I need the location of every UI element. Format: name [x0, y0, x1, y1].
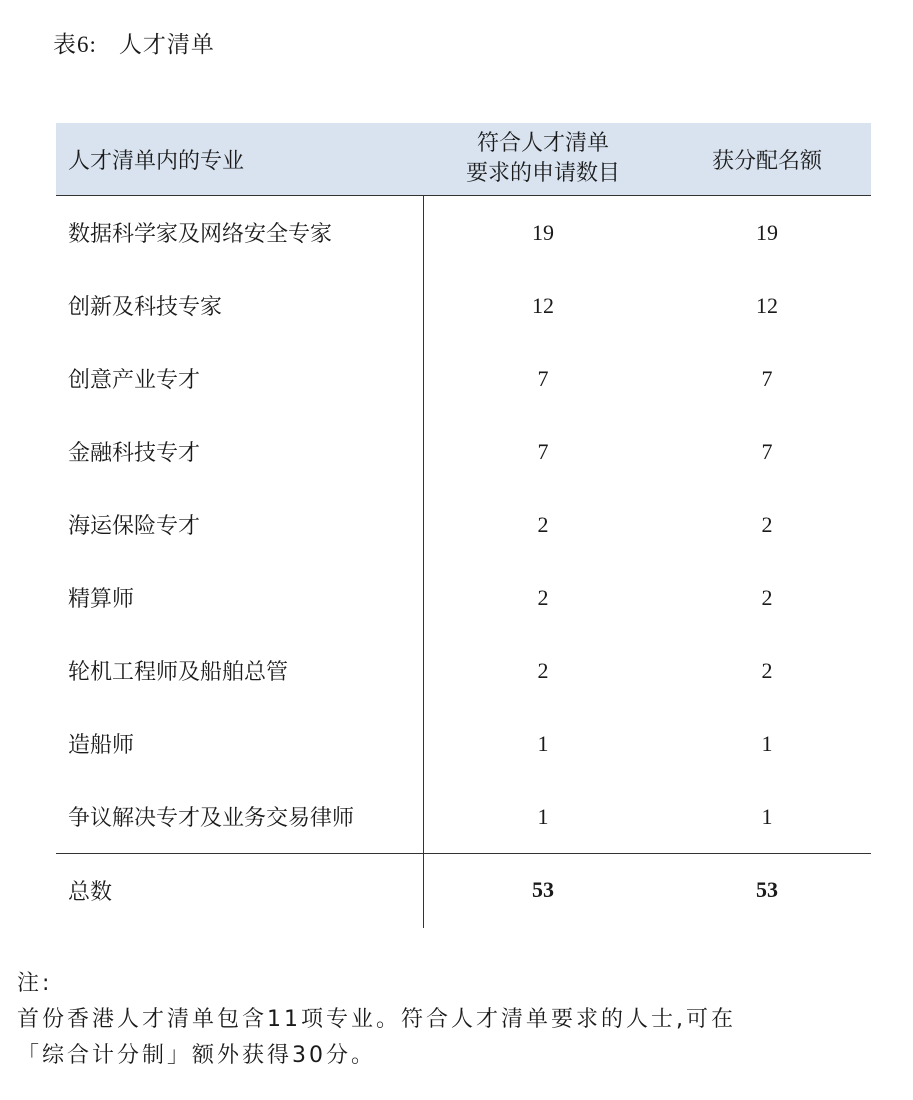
table-row — [56, 269, 871, 342]
table-row — [56, 707, 871, 780]
applications-cell: 1 — [537, 803, 549, 829]
quota-cell: 2 — [761, 584, 773, 610]
table-header — [56, 123, 871, 196]
quota-cell: 7 — [761, 365, 773, 391]
header-applications-line1: 符合人才清单 — [476, 131, 609, 156]
table-row — [56, 634, 871, 707]
profession-cell: 数据科学家及网络安全专家 — [68, 222, 333, 247]
quota-cell: 7 — [761, 438, 773, 464]
profession-cell: 轮机工程师及船舶总管 — [68, 660, 289, 685]
applications-cell: 7 — [537, 365, 549, 391]
quota-cell: 19 — [756, 219, 778, 245]
total-row — [56, 853, 871, 926]
table-row — [56, 780, 871, 853]
applications-cell: 2 — [537, 511, 549, 537]
profession-cell: 精算师 — [68, 587, 135, 612]
quota-cell: 1 — [761, 730, 773, 756]
footnote-heading: 注: — [17, 971, 53, 996]
applications-cell: 1 — [537, 730, 549, 756]
total-quota: 53 — [756, 877, 778, 902]
profession-cell: 海运保险专才 — [68, 514, 201, 539]
total-applications: 53 — [532, 877, 554, 902]
talent-list-table — [56, 123, 871, 926]
profession-cell: 金融科技专才 — [68, 441, 201, 466]
footnote — [17, 966, 897, 1074]
applications-cell: 7 — [537, 438, 549, 464]
footnote-line-1: 首份香港人才清单包含11项专业。符合人才清单要求的人士,可在 — [17, 1007, 736, 1032]
quota-cell: 2 — [761, 511, 773, 537]
applications-cell: 2 — [537, 584, 549, 610]
profession-cell: 争议解决专才及业务交易律师 — [68, 806, 355, 831]
applications-cell: 2 — [537, 657, 549, 683]
profession-cell: 造船师 — [68, 733, 135, 758]
table-caption — [53, 26, 215, 59]
quota-cell: 2 — [761, 657, 773, 683]
footnote-line-2: 「综合计分制」额外获得30分。 — [17, 1043, 376, 1068]
quota-cell: 12 — [756, 292, 778, 318]
table-row — [56, 488, 871, 561]
header-applications-line2: 要求的申请数目 — [465, 161, 620, 186]
table-title: 人才清单 — [118, 32, 215, 58]
applications-cell: 19 — [532, 219, 554, 245]
total-label: 总数 — [68, 879, 113, 905]
applications-cell: 12 — [532, 292, 554, 318]
table-row — [56, 196, 871, 269]
header-quota: 获分配名额 — [711, 148, 822, 174]
profession-cell: 创意产业专才 — [68, 368, 201, 393]
table-row — [56, 342, 871, 415]
table-number: 表6: — [53, 32, 97, 57]
header-profession: 人才清单内的专业 — [68, 148, 245, 174]
table-row — [56, 561, 871, 634]
header-applications — [423, 123, 663, 195]
profession-cell: 创新及科技专家 — [68, 295, 223, 320]
table-row — [56, 415, 871, 488]
quota-cell: 1 — [761, 803, 773, 829]
